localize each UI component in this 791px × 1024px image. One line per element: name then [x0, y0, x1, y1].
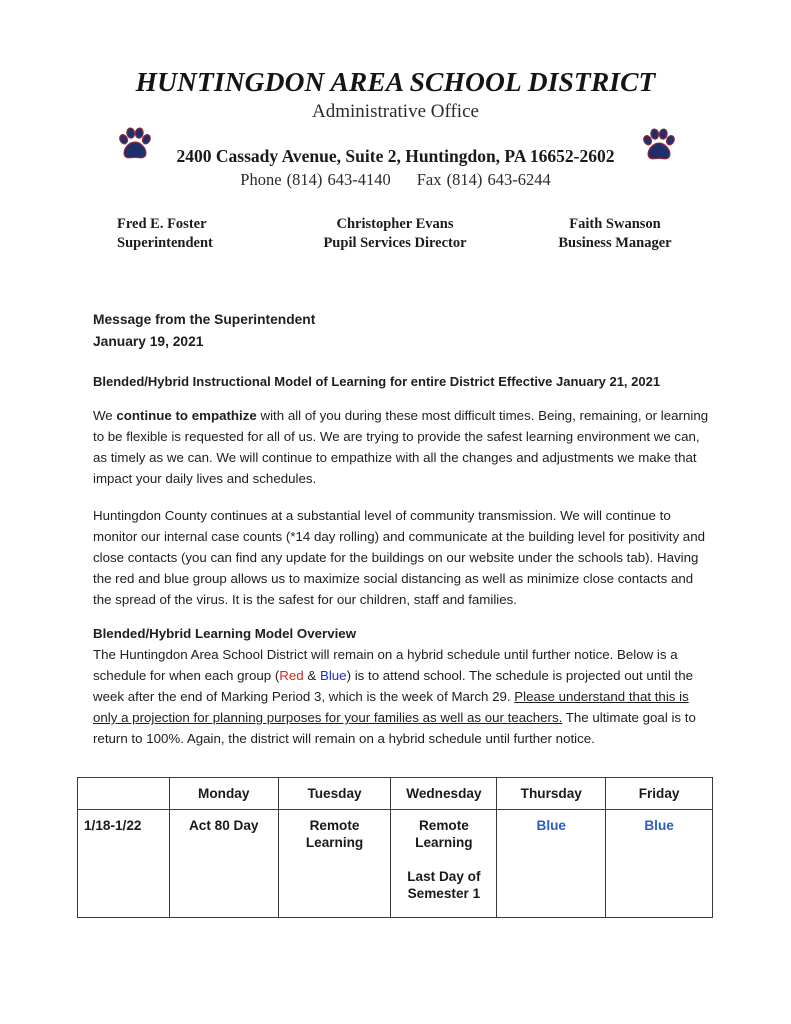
message-date: January 19, 2021 [93, 334, 204, 349]
text-run: The Huntingdon Area School District will remain on a hybrid schedule until further notice. Below is a schedule for when each group ( [93, 647, 678, 683]
cell-line: Last Day of [407, 869, 481, 884]
staff-title: Superintendent [117, 235, 213, 251]
overview-text [93, 644, 713, 749]
paragraph-transmission: Huntingdon County continues at a substantial level of community transmission. We will continue to monitor our internal case counts (*14 day rolling) and communicate at the building level for positivity and close contacts (you can find any update for the buildings on our website under the schools tab). Having the red and blue group allows us to maximize social distancing as well as minimize close contacts and the spread of the virus. It is the safest for our children, staff and families. [93, 508, 705, 607]
table-row [78, 810, 713, 918]
text-run: ) is to attend school. The schedule is projected out until the week after the end of Marking Period 3, which is the week of March 29. [93, 668, 693, 704]
phone-number: Phone (814) 643-4140 [240, 170, 391, 189]
contact-line [0, 170, 791, 190]
text-run: with all of you during these most difficult times. Being, remaining, or learning to be flexible is requested for all of us. We are trying to provide the safest learning environment we can, as timely as we can. We will continue to empathize with all the changes and adjustments we make that impact your daily lives and schedules. [93, 408, 709, 486]
cell-line: Learning [305, 835, 364, 850]
wednesday-cell [391, 810, 497, 918]
office-subtitle: Administrative Office [312, 101, 479, 122]
cell-line: Remote [418, 818, 469, 833]
monday-cell: Act 80 Day [169, 810, 278, 918]
message-heading: Message from the Superintendent [93, 312, 316, 327]
bold-phrase: continue to empathize [116, 408, 257, 423]
district-address: 2400 Cassady Avenue, Suite 2, Huntingdon, PA 16652-2602 [176, 146, 615, 166]
cell-line: Remote [309, 818, 360, 833]
header-tuesday: Tuesday [278, 778, 391, 810]
fax-number: Fax (814) 643-6244 [416, 170, 551, 189]
paragraph-empathize [93, 405, 713, 489]
blue-group-label: Blue [319, 668, 347, 683]
staff-business-manager [540, 215, 690, 253]
district-title: HUNTINGDON AREA SCHOOL DISTRICT [135, 66, 656, 97]
staff-name: Christopher Evans [336, 216, 454, 232]
staff-title: Pupil Services Director [323, 235, 467, 251]
paragraph-overview [93, 623, 713, 749]
overview-heading: Blended/Hybrid Learning Model Overview [93, 626, 357, 641]
header-thursday: Thursday [497, 778, 606, 810]
underlined-notice: Please understand that this is only a projection for planning purposes for your families as well as our teachers. [93, 689, 689, 725]
header-friday: Friday [606, 778, 713, 810]
message-subject: Blended/Hybrid Instructional Model of Learning for entire District Effective January 21, 2021 [93, 374, 661, 389]
week-cell: 1/18-1/22 [78, 810, 170, 918]
table-header-row [78, 778, 713, 810]
red-group-label: Red [279, 668, 304, 683]
staff-title: Business Manager [558, 235, 672, 251]
staff-superintendent [117, 215, 213, 253]
text-run: We [93, 408, 117, 423]
thursday-cell: Blue [497, 810, 606, 918]
schedule-table [77, 777, 713, 918]
friday-cell: Blue [606, 810, 713, 918]
header-monday: Monday [169, 778, 278, 810]
text-run: The ultimate goal is to return to 100%. Again, the district will remain on a hybrid schedule until further notice. [93, 710, 696, 746]
cell-line: Learning [415, 835, 473, 850]
tuesday-cell [278, 810, 391, 918]
staff-pupil-services [300, 215, 490, 253]
header-wednesday: Wednesday [391, 778, 497, 810]
cell-line: Semester 1 [407, 886, 481, 901]
header-week [78, 778, 170, 810]
staff-name: Faith Swanson [569, 216, 661, 232]
text-run: & [303, 668, 320, 683]
staff-name: Fred E. Foster [117, 216, 207, 232]
message-header [93, 309, 713, 353]
